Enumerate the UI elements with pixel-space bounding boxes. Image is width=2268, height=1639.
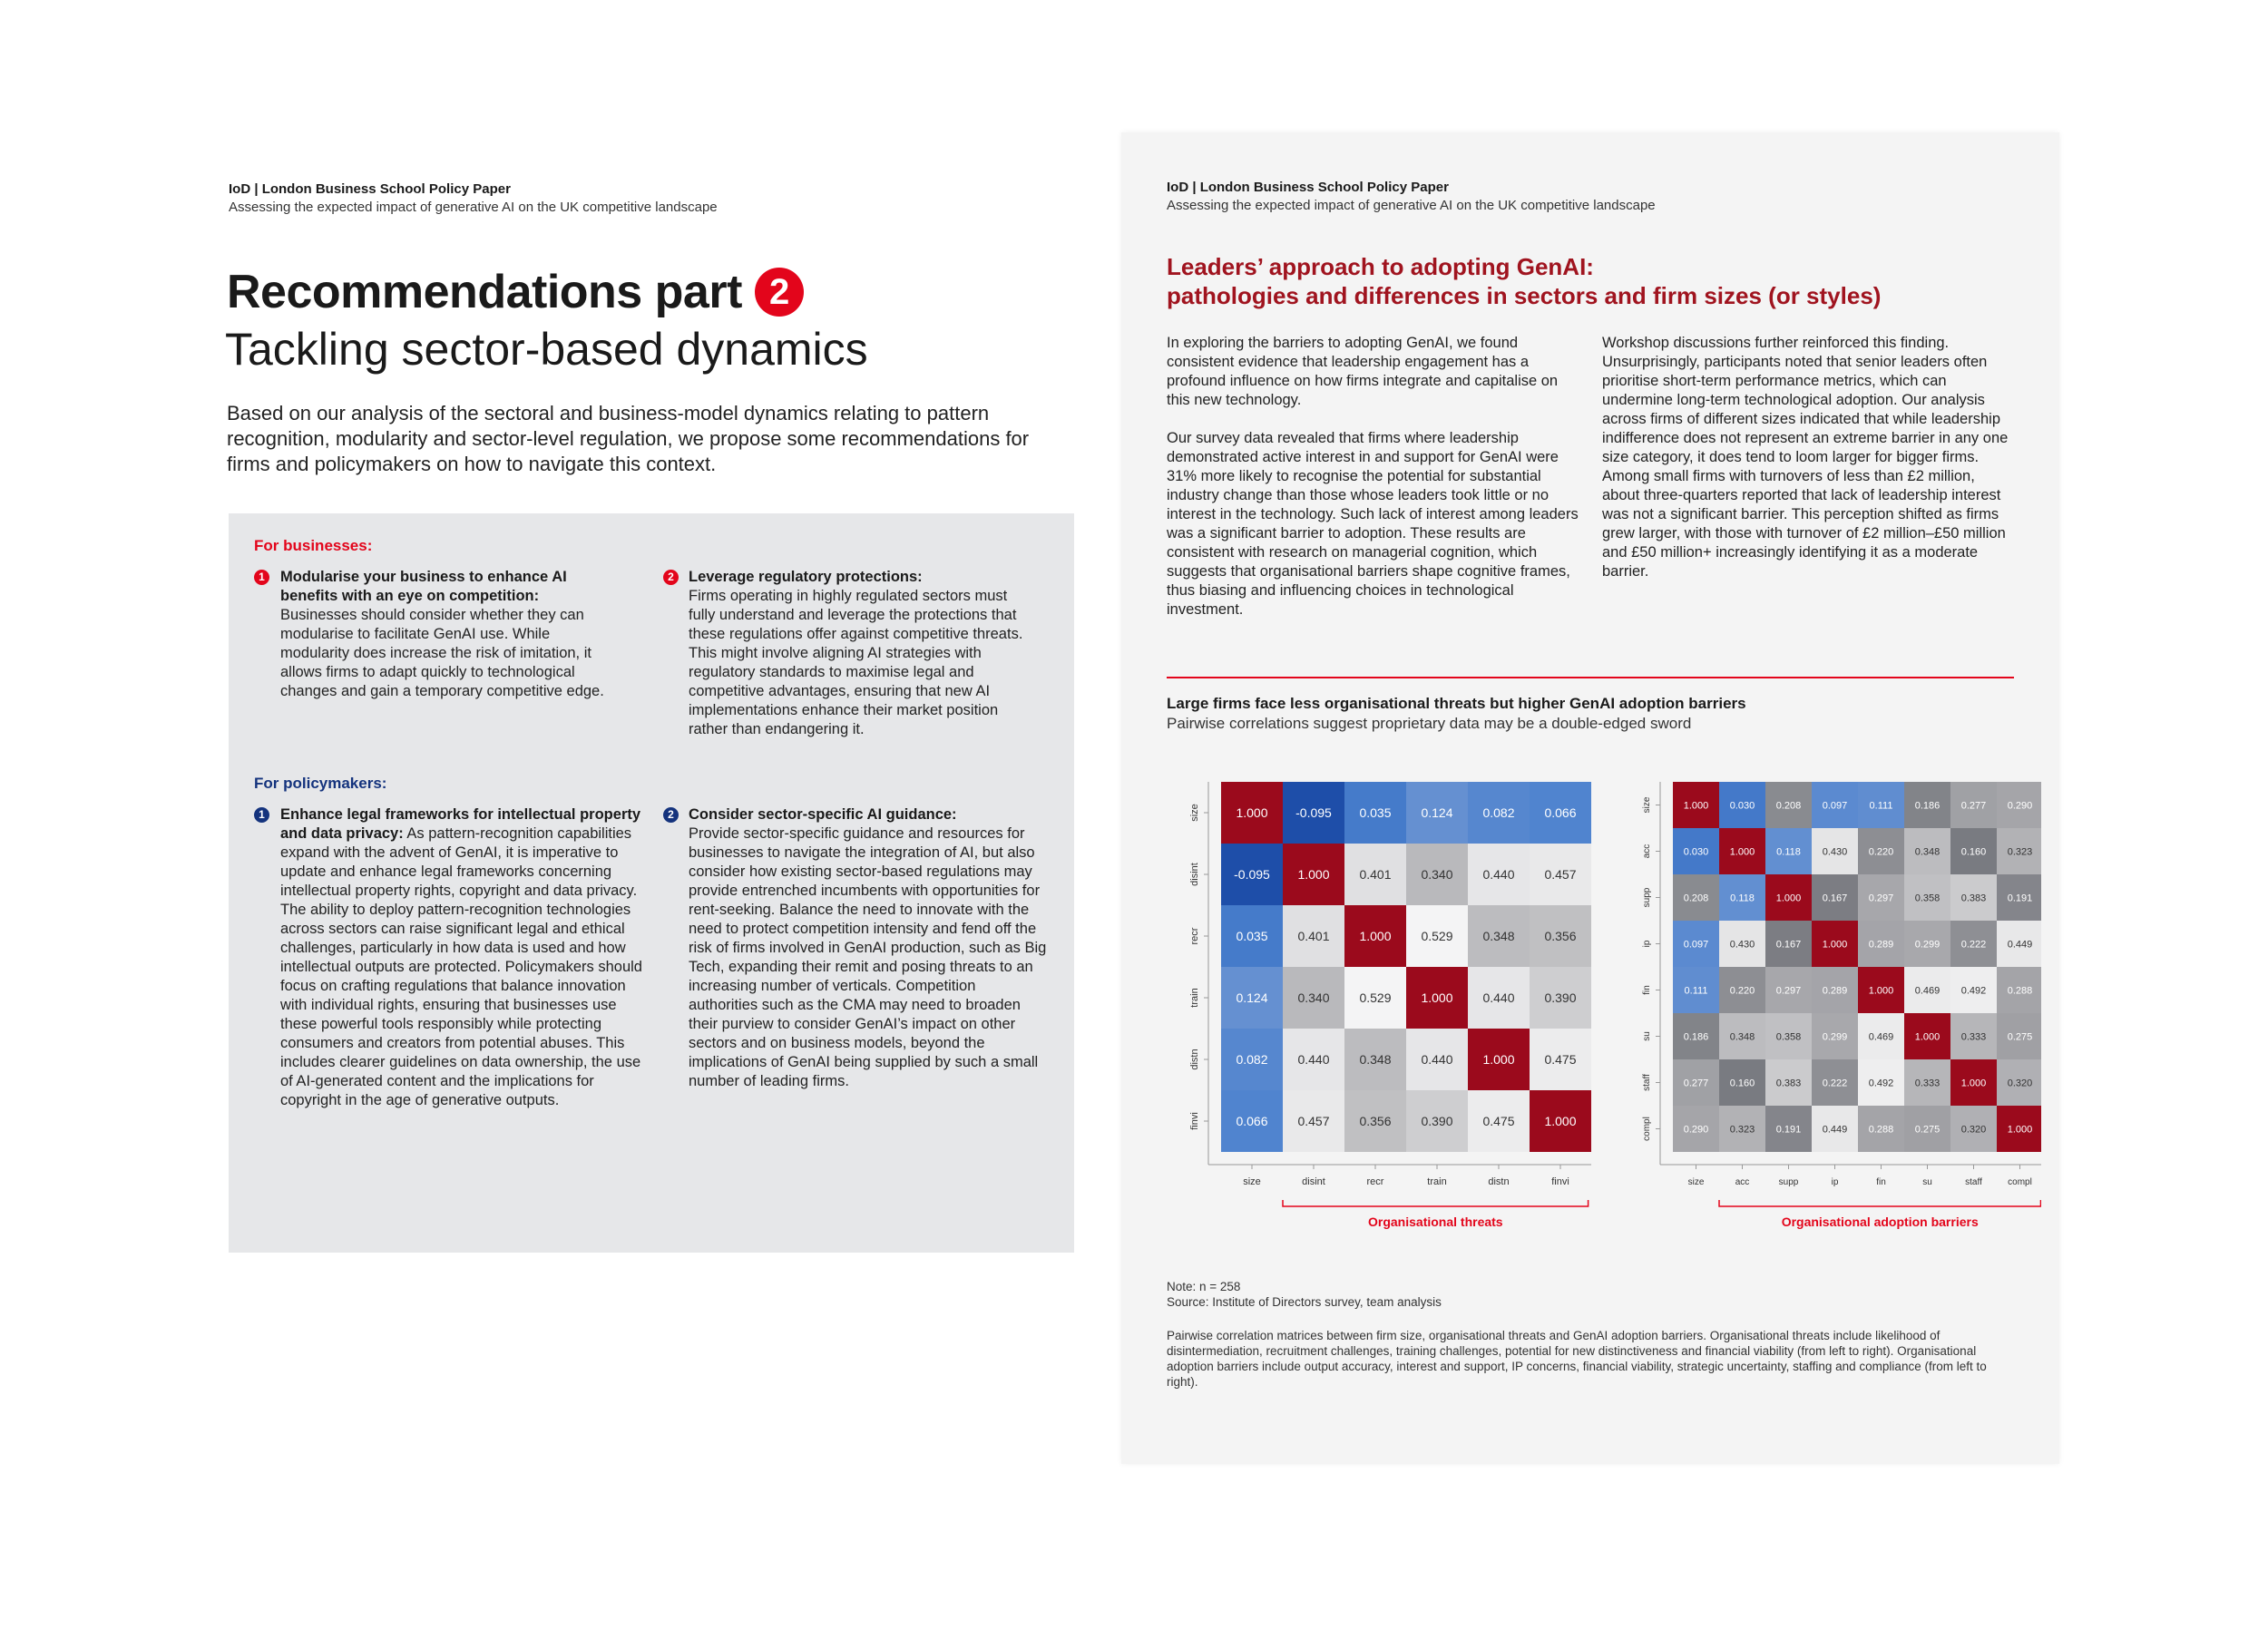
- x-tick-label: size: [1687, 1177, 1705, 1187]
- x-tick-label: train: [1427, 1176, 1447, 1187]
- cell-value-label: 0.320: [1960, 1124, 1987, 1136]
- policy-recommendation-2: [689, 805, 1047, 1091]
- y-tick-label: compl: [1642, 1117, 1652, 1141]
- cell-value-label: 1.000: [1359, 929, 1392, 944]
- group-label: Organisational adoption barriers: [1781, 1215, 1979, 1229]
- page-title-text: Recommendations part: [227, 266, 742, 318]
- cell-value-label: 0.348: [1729, 1031, 1755, 1043]
- y-tick-label: staff: [1642, 1074, 1652, 1091]
- x-tick-label: su: [1922, 1177, 1932, 1187]
- policymakers-heading: For policymakers:: [254, 775, 387, 792]
- cell-value-label: 0.356: [1544, 929, 1577, 944]
- cell-value-label: 0.383: [1960, 893, 1987, 904]
- cell-value-label: 0.348: [1359, 1052, 1392, 1068]
- cell-value-label: 0.430: [1729, 939, 1755, 951]
- cell-value-label: 0.290: [1683, 1124, 1709, 1136]
- group-bracket: [1283, 1200, 1589, 1206]
- cell-value-label: 0.222: [1960, 939, 1987, 951]
- section-title: [1167, 252, 1881, 310]
- figure-title: Large firms face less organisational threats but higher GenAI adoption barriers: [1167, 695, 1746, 712]
- cell-value-label: 1.000: [1868, 985, 1894, 997]
- cell-value-label: 0.124: [1421, 805, 1453, 821]
- cell-value-label: 0.348: [1914, 846, 1941, 858]
- cell-value-label: 0.289: [1868, 939, 1894, 951]
- cell-value-label: 1.000: [1683, 800, 1709, 812]
- cell-value-label: 1.000: [1297, 867, 1330, 883]
- cell-value-label: 0.440: [1482, 867, 1515, 883]
- cell-value-label: 0.333: [1914, 1078, 1941, 1089]
- x-tick-label: compl: [2008, 1177, 2032, 1187]
- x-tick-label: supp: [1778, 1177, 1799, 1187]
- cell-value-label: 0.167: [1822, 893, 1848, 904]
- number-badge: 1: [254, 570, 269, 585]
- cell-value-label: 0.208: [1775, 800, 1802, 812]
- group-label: Organisational threats: [1368, 1215, 1503, 1229]
- cell-value-label: -0.095: [1234, 867, 1270, 883]
- recommendation-title: Consider sector-specific AI guidance:: [689, 806, 957, 823]
- cell-value-label: 0.358: [1775, 1031, 1802, 1043]
- cell-value-label: 0.440: [1421, 1052, 1453, 1068]
- cell-value-label: 0.220: [1868, 846, 1894, 858]
- figure-subtitle: Pairwise correlations suggest proprietary data may be a double-edged sword: [1167, 715, 1692, 732]
- group-bracket: [1719, 1200, 2040, 1206]
- number-badge: 1: [254, 807, 269, 823]
- cell-value-label: 0.401: [1297, 929, 1330, 944]
- cell-value-label: -0.095: [1295, 805, 1332, 821]
- cell-value-label: 0.118: [1730, 893, 1755, 904]
- cell-value-label: 0.529: [1359, 990, 1392, 1006]
- cell-value-label: 0.222: [1822, 1078, 1848, 1089]
- x-tick-label: disint: [1302, 1176, 1325, 1187]
- cell-value-label: 0.401: [1359, 867, 1392, 883]
- body-column-2: [1602, 334, 2015, 581]
- cell-value-label: 0.356: [1359, 1114, 1392, 1129]
- cell-value-label: 0.111: [1869, 800, 1893, 812]
- cell-value-label: 0.529: [1421, 929, 1453, 944]
- y-tick-label: ip: [1642, 940, 1652, 948]
- business-recommendation-1: [280, 568, 611, 701]
- cell-value-label: 0.277: [1683, 1078, 1709, 1089]
- header-publisher: IoD | London Business School Policy Paper: [1167, 180, 1449, 195]
- paragraph: Workshop discussions further reinforced this finding. Unsurprisingly, participants noted that senior leaders often prioritise short-term performance metrics, which can undermine long-term technological adoption. Our analysis across firms of different sizes indicated that while leadership indifference does not represent an extreme barrier in any one size category, it does tend to loom larger for bigger firms. Among small firms with turnovers of less than £2 million, about three-quarters reported that lack of leadership interest was not a significant barrier. This perception shifted as firms grew larger, with those with turnover of £2 million–£50 million and £50 million+ increasingly identifying it as a moderate barrier.: [1602, 335, 2009, 580]
- cell-value-label: 0.030: [1729, 800, 1755, 812]
- cell-value-label: 0.390: [1544, 990, 1577, 1006]
- cell-value-label: 0.208: [1683, 893, 1709, 904]
- cell-value-label: 0.277: [1960, 800, 1987, 812]
- cell-value-label: 0.323: [2007, 846, 2033, 858]
- heatmap-2: [1642, 782, 2041, 1229]
- part-number-badge: 2: [755, 268, 804, 317]
- cell-value-label: 0.475: [1544, 1052, 1577, 1068]
- cell-value-label: 0.035: [1359, 805, 1392, 821]
- paragraph: In exploring the barriers to adopting GenAI, we found consistent evidence that leadership engagement has a profound influence on how firms integrate and capitalise on this new technology.: [1167, 335, 1559, 408]
- cell-value-label: 0.449: [2007, 939, 2033, 951]
- number-badge: 2: [663, 570, 679, 585]
- cell-value-label: 0.082: [1482, 805, 1515, 821]
- x-tick-label: staff: [1965, 1177, 1982, 1187]
- x-tick-label: acc: [1735, 1177, 1750, 1187]
- cell-value-label: 0.323: [1729, 1124, 1755, 1136]
- cell-value-label: 1.000: [1482, 1052, 1515, 1068]
- recommendation-body: Provide sector-specific guidance and resources for businesses to navigate the integration of AI, but also consider how existing sector-based regulations may provide entrenched incumbents with opportunities for rent-seeking. Balance the need to innovate with the need to protect competition intensity and fend off the risk of firms involved in GenAI production, such as Big Tech, expanding their remit and posing threats to an increasing number of verticals. Competition authorities such as the CMA may need to broaden their purview to consider GenAI’s impact on other sectors and on business models, beyond the implications of GenAI being supplied by such a small number of leading firms.: [689, 825, 1047, 1089]
- cell-value-label: 0.289: [1822, 985, 1848, 997]
- y-tick-label: fin: [1642, 985, 1652, 995]
- y-tick-label: finvi: [1189, 1112, 1200, 1130]
- header-paper-title: Assessing the expected impact of generative AI on the UK competitive landscape: [1167, 198, 1656, 213]
- y-tick-label: disint: [1189, 863, 1200, 886]
- recommendation-title: Modularise your business to enhance AI benefits with an eye on competition:: [280, 569, 567, 604]
- intro-paragraph: Based on our analysis of the sectoral and business-model dynamics relating to pattern recognition, modularity and sector-level regulation, we propose some recommendations for firms and policymakers on how to navigate this context.: [227, 402, 1030, 475]
- policy-recommendation-1: [280, 805, 643, 1110]
- cell-value-label: 0.299: [1914, 939, 1941, 951]
- cell-value-label: 0.030: [1683, 846, 1709, 858]
- cell-value-label: 1.000: [2007, 1124, 2033, 1136]
- cell-value-label: 0.191: [1775, 1124, 1802, 1136]
- cell-value-label: 0.160: [1960, 846, 1987, 858]
- cell-value-label: 0.430: [1822, 846, 1848, 858]
- cell-value-label: 0.066: [1236, 1114, 1268, 1129]
- cell-value-label: 0.348: [1482, 929, 1515, 944]
- page-title: [227, 265, 804, 319]
- cell-value-label: 0.275: [1914, 1124, 1941, 1136]
- figure-caption: Pairwise correlation matrices between firm size, organisational threats and GenAI adoption barriers. Organisational threats include likelihood of disintermediation, recruitment challenges, training challenges, potential for new distinctiveness and financial viability (from left to right). Organisational adoption barriers include output accuracy, interest and support, IP concerns, financial viability, strategic uncertainty, staffing and compliance (from left to right).: [1167, 1329, 1987, 1389]
- cell-value-label: 0.469: [1914, 985, 1941, 997]
- cell-value-label: 0.440: [1297, 1052, 1330, 1068]
- cell-value-label: 0.111: [1684, 985, 1708, 997]
- number-badge: 2: [663, 807, 679, 823]
- x-tick-label: distn: [1488, 1176, 1510, 1187]
- x-tick-label: finvi: [1551, 1176, 1569, 1187]
- cell-value-label: 0.191: [2007, 893, 2033, 904]
- page-subtitle: Tackling sector-based dynamics: [225, 324, 868, 375]
- cell-value-label: 0.358: [1914, 893, 1941, 904]
- y-tick-label: su: [1642, 1031, 1652, 1041]
- y-tick-label: train: [1189, 988, 1200, 1008]
- recommendation-title: Enhance legal frameworks for intellectual property and data privacy:: [280, 806, 641, 842]
- cell-value-label: 0.082: [1236, 1052, 1268, 1068]
- x-tick-label: ip: [1831, 1177, 1839, 1187]
- recommendation-body: Businesses should consider whether they can modularise to facilitate GenAI use. While modularity does increase the risk of imitation, it allows firms to adapt quickly to technological changes and gain a temporary competitive edge.: [280, 607, 604, 699]
- cell-value-label: 1.000: [1775, 893, 1802, 904]
- cell-value-label: 0.297: [1775, 985, 1802, 997]
- section-title-line-2: pathologies and differences in sectors and firm sizes (or styles): [1167, 282, 1882, 309]
- cell-value-label: 0.297: [1868, 893, 1894, 904]
- cell-value-label: 0.097: [1683, 939, 1709, 951]
- recommendation-body: Firms operating in highly regulated sectors must fully understand and leverage the protections that these regulations offer against competitive threats. This might involve aligning AI strategies with regulatory standards to maximise legal and competitive advantages, ensuring that new AI implementations enhance their market position rather than endangering it.: [689, 588, 1023, 737]
- cell-value-label: 0.440: [1482, 990, 1515, 1006]
- header-paper-title: Assessing the expected impact of generative AI on the UK competitive landscape: [229, 200, 718, 215]
- cell-value-label: 0.186: [1914, 800, 1941, 812]
- cell-value-label: 1.000: [1822, 939, 1848, 951]
- cell-value-label: 0.066: [1544, 805, 1577, 821]
- recommendation-title: Leverage regulatory protections:: [689, 569, 923, 585]
- note: Note: n = 258: [1167, 1280, 1241, 1293]
- y-tick-label: recr: [1189, 927, 1200, 945]
- heatmap-svg: [1152, 767, 2041, 1239]
- cell-value-label: 0.457: [1544, 867, 1577, 883]
- cell-value-label: 0.275: [2007, 1031, 2033, 1043]
- cell-value-label: 0.492: [1960, 985, 1987, 997]
- cell-value-label: 0.288: [2007, 985, 2033, 997]
- cell-value-label: 0.457: [1297, 1114, 1330, 1129]
- cell-value-label: 0.160: [1729, 1078, 1755, 1089]
- cell-value-label: 0.290: [2007, 800, 2033, 812]
- cell-value-label: 0.475: [1482, 1114, 1515, 1129]
- x-tick-label: recr: [1366, 1176, 1384, 1187]
- y-tick-label: size: [1189, 804, 1200, 822]
- cell-value-label: 1.000: [1421, 990, 1453, 1006]
- cell-value-label: 0.383: [1775, 1078, 1802, 1089]
- cell-value-label: 0.492: [1868, 1078, 1894, 1089]
- cell-value-label: 0.288: [1868, 1124, 1894, 1136]
- cell-value-label: 0.469: [1868, 1031, 1894, 1043]
- y-tick-label: supp: [1642, 887, 1652, 908]
- cell-value-label: 0.097: [1822, 800, 1848, 812]
- left-page: [0, 0, 1125, 1639]
- right-page: [1121, 132, 2059, 1464]
- recommendations-box: [229, 513, 1074, 1253]
- cell-value-label: 1.000: [1960, 1078, 1987, 1089]
- cell-value-label: 0.340: [1421, 867, 1453, 883]
- businesses-heading: For businesses:: [254, 537, 373, 554]
- section-title-line-1: Leaders’ approach to adopting GenAI:: [1167, 253, 1594, 280]
- business-recommendation-2: [689, 568, 1029, 739]
- x-tick-label: size: [1243, 1176, 1261, 1187]
- correlation-charts: [1152, 767, 2041, 1244]
- cell-value-label: 1.000: [1236, 805, 1268, 821]
- cell-value-label: 1.000: [1729, 846, 1755, 858]
- cell-value-label: 0.449: [1822, 1124, 1848, 1136]
- recommendation-body: As pattern-recognition capabilities expand with the advent of GenAI, it is imperative to update and enhance legal frameworks concerning intellectual property rights, copyright and data privacy. The ability to deploy pattern-recognition technologies across sectors can raise significant legal and ethical challenges, particularly in how data is used and how intellectual outputs are protected. Policymakers should focus on crafting regulations that balance innovation with individual rights, ensuring that businesses use these powerful tools responsibly while protecting consumers and creators from potential abuses. This includes clearer guidelines on data ownership, the use of AI-generated content and the implications for copyright in the age of generative outputs.: [280, 825, 642, 1108]
- cell-value-label: 0.299: [1822, 1031, 1848, 1043]
- cell-value-label: 0.186: [1683, 1031, 1709, 1043]
- cell-value-label: 0.320: [2007, 1078, 2033, 1089]
- paragraph: Our survey data revealed that firms where leadership demonstrated active interest in and support for GenAI were 31% more likely to recognise the potential for substantial industry change than those whose leaders took little or no interest in the technology. Such lack of interest among leaders was a significant barrier to adoption. These results are consistent with research on managerial cognition, which suggests that organisational barriers shape cognitive frames, thus biasing and influencing choices in technological investment.: [1167, 430, 1579, 618]
- divider: [1167, 677, 2014, 678]
- cell-value-label: 0.167: [1775, 939, 1802, 951]
- cell-value-label: 0.340: [1297, 990, 1330, 1006]
- heatmap-1: [1189, 782, 1591, 1229]
- cell-value-label: 1.000: [1544, 1114, 1577, 1129]
- x-tick-label: fin: [1876, 1177, 1886, 1187]
- y-tick-label: size: [1642, 796, 1652, 814]
- cell-value-label: 0.390: [1421, 1114, 1453, 1129]
- cell-value-label: 0.118: [1776, 846, 1801, 858]
- cell-value-label: 0.124: [1236, 990, 1268, 1006]
- y-tick-label: acc: [1642, 844, 1652, 859]
- y-tick-label: distn: [1189, 1049, 1200, 1070]
- body-column-1: [1167, 334, 1579, 620]
- header-publisher: IoD | London Business School Policy Paper: [229, 181, 511, 197]
- cell-value-label: 0.333: [1960, 1031, 1987, 1043]
- cell-value-label: 1.000: [1914, 1031, 1941, 1043]
- source: Source: Institute of Directors survey, team analysis: [1167, 1295, 1442, 1309]
- cell-value-label: 0.035: [1236, 929, 1268, 944]
- cell-value-label: 0.220: [1729, 985, 1755, 997]
